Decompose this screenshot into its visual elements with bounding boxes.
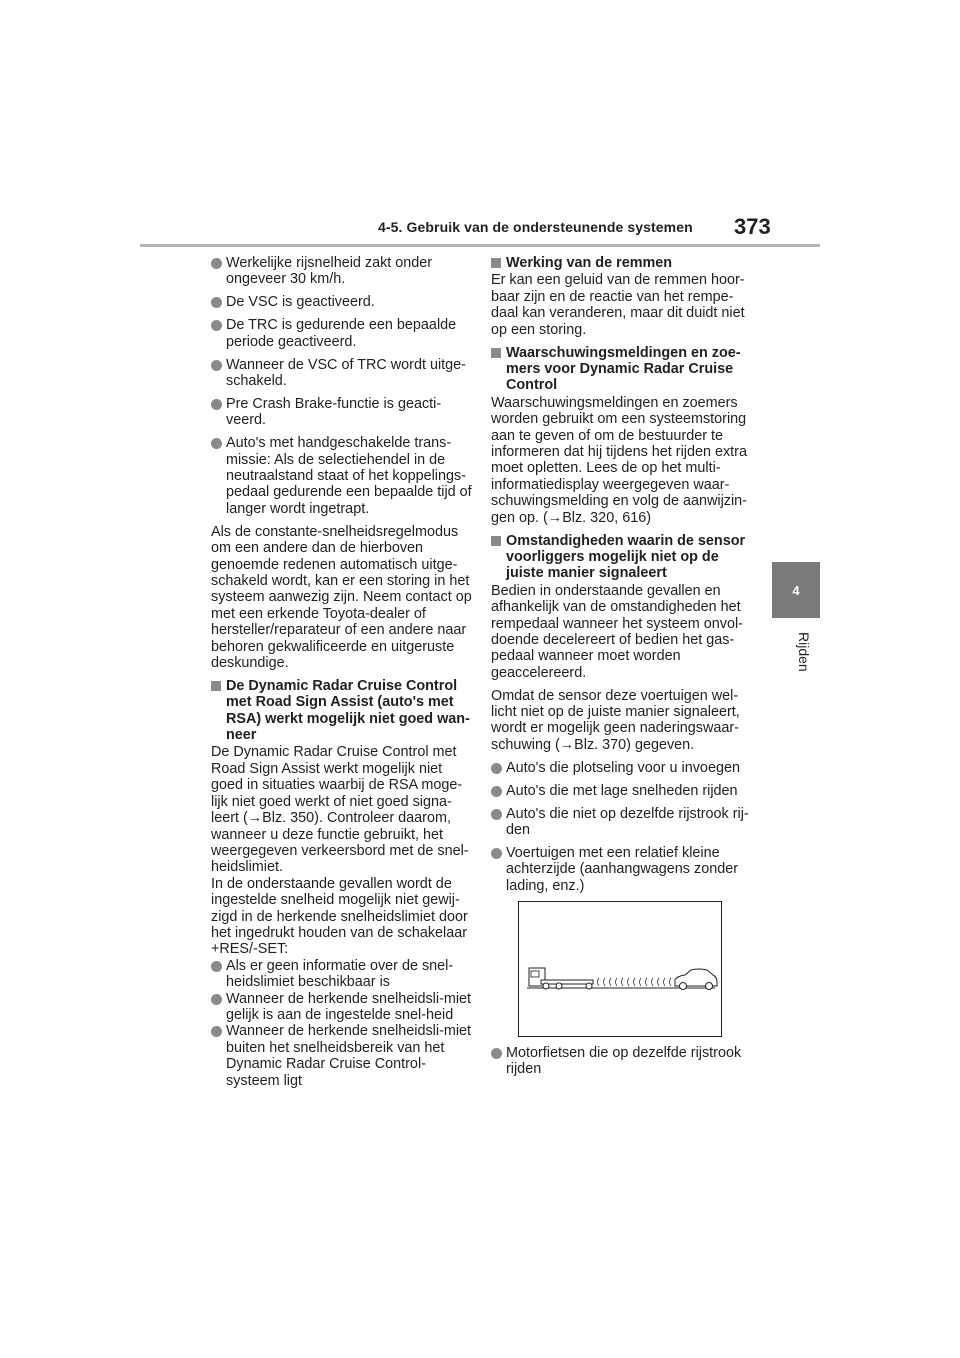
bullet-icon xyxy=(211,994,222,1005)
list-item: Wanneer de herkende snelheidsli-miet buiten het snelheidsbereik van het Dynamic Radar Cruise Control-systeem ligt xyxy=(211,1023,473,1089)
list-item: Auto's met handgeschakelde trans-missie: Als de selectiehendel in de neutraalstand staat of het koppelings-pedaal gedurende een bepaalde tijd of langer wordt ingetrapt. xyxy=(211,435,473,517)
paragraph: De Dynamic Radar Cruise Control met Road Sign Assist werkt mogelijk niet goed in situaties waarbij de RSA moge-lijk niet goed werkt of niet goed signa-leert (→Blz. 350). Controleer daarom, wanneer u deze functie gebruikt, het weergegeven verkeersbord met de snel-heidslimiet. xyxy=(211,744,469,876)
list-item: Motorfietsen die op dezelfde rijstrook rijden xyxy=(491,1045,753,1078)
list-item: Werkelijke rijsnelheid zakt onder ongeveer 30 km/h. xyxy=(211,255,473,288)
list-item: Pre Crash Brake-functie is geacti-veerd. xyxy=(211,396,473,429)
list-item: Auto's die plotseling voor u invoegen xyxy=(491,760,753,776)
page-header-title: 4-5. Gebruik van de ondersteunende systemen xyxy=(378,219,693,235)
paragraph: Waarschuwingsmeldingen en zoemers worden gebruikt om een systeemstoring aan te geven of om de bestuurder te informeren dat hij tijdens het rijden extra moet opletten. Lees de op het multi-informatiedisplay weergegeven waar-schuwingsmelding en volg de aanwijzin-gen op. (→Blz. 320, 616) xyxy=(491,394,747,526)
square-bullet-icon xyxy=(211,681,221,691)
bullet-icon xyxy=(491,763,502,774)
bullet-icon xyxy=(211,360,222,371)
list-item: Wanneer de herkende snelheidsli-miet gelijk is aan de ingestelde snel-heid xyxy=(211,991,473,1024)
paragraph: Als de constante-snelheidsregelmodus om een andere dan de hierboven genoemde redenen automatisch uitge-schakeld wordt, kan er een storing in het systeem aanwezig zijn. Neem contact op met een erkende Toyota-dealer of hersteller/reparateur of een andere naar behoren gekwalificeerde en uitgeruste deskundige. xyxy=(211,523,472,671)
paragraph: In de onderstaande gevallen wordt de ingestelde snelheid mogelijk niet gewij-zigd in de herkende snelheidslimiet door het ingedrukt houden van de schakelaar +RES/-SET: xyxy=(211,875,468,958)
square-bullet-icon xyxy=(491,536,501,546)
section-heading: Omstandigheden waarin de sensor voorliggers mogelijk niet op de juiste manier signaleert xyxy=(491,533,753,582)
square-bullet-icon xyxy=(491,348,501,358)
bullet-icon xyxy=(211,1026,222,1037)
bullet-icon xyxy=(491,786,502,797)
bullet-icon xyxy=(491,848,502,859)
list-item: De TRC is gedurende een bepaalde periode geactiveerd. xyxy=(211,317,473,350)
bullet-icon xyxy=(211,320,222,331)
left-column xyxy=(211,255,473,1089)
list-item: Auto's die met lage snelheden rijden xyxy=(491,783,753,799)
list-item: Voertuigen met een relatief kleine achterzijde (aanhangwagens zonder lading, enz.) xyxy=(491,845,753,894)
trailer-icon xyxy=(529,968,593,989)
chapter-number: 4 xyxy=(792,582,800,598)
bullet-icon xyxy=(211,438,222,449)
square-bullet-icon xyxy=(491,258,501,268)
chapter-label: Rijden xyxy=(796,632,812,672)
list-item: De VSC is geactiveerd. xyxy=(211,294,473,310)
section-heading: De Dynamic Radar Cruise Control met Road Sign Assist (auto's met RSA) werkt mogelijk niet goed wan-neer xyxy=(211,678,473,744)
illustration-truck-radar xyxy=(518,901,722,1037)
paragraph: Er kan een geluid van de remmen hoor-baar zijn en de reactie van het rempe-daal kan veranderen, maar dit duidt niet op een storing. xyxy=(491,272,745,338)
chapter-tab[interactable] xyxy=(772,562,820,618)
right-column xyxy=(491,255,753,1084)
header-rule xyxy=(140,244,820,247)
bullet-icon xyxy=(211,961,222,972)
bullet-icon xyxy=(211,399,222,410)
radar-waves-icon xyxy=(598,978,672,986)
list-item: Wanneer de VSC of TRC wordt uitge-schakeld. xyxy=(211,357,473,390)
list-item: Als er geen informatie over de snel-heidslimiet beschikbaar is xyxy=(211,958,473,991)
bullet-icon xyxy=(211,297,222,308)
section-heading: Waarschuwingsmeldingen en zoe-mers voor Dynamic Radar Cruise Control xyxy=(491,345,753,394)
paragraph: Bedien in onderstaande gevallen en afhankelijk van de omstandigheden het rempedaal wanneer het systeem onvol-doende decelereert of bedien het gas-pedaal wanneer moet worden geaccelereerd. xyxy=(491,582,743,681)
list-item: Auto's die niet op dezelfde rijstrook rij-den xyxy=(491,806,753,839)
car-icon xyxy=(675,969,717,990)
page-number: 373 xyxy=(734,214,771,239)
truck-radar-illustration xyxy=(519,902,721,1036)
bullet-icon xyxy=(491,1048,502,1059)
bullet-icon xyxy=(491,809,502,820)
paragraph: Omdat de sensor deze voertuigen wel-licht niet op de juiste manier signaleert, wordt er mogelijk geen naderingswaar-schuwing (→Blz. 370) gegeven. xyxy=(491,687,740,753)
bullet-icon xyxy=(211,258,222,269)
section-heading: Werking van de remmen xyxy=(491,255,753,271)
